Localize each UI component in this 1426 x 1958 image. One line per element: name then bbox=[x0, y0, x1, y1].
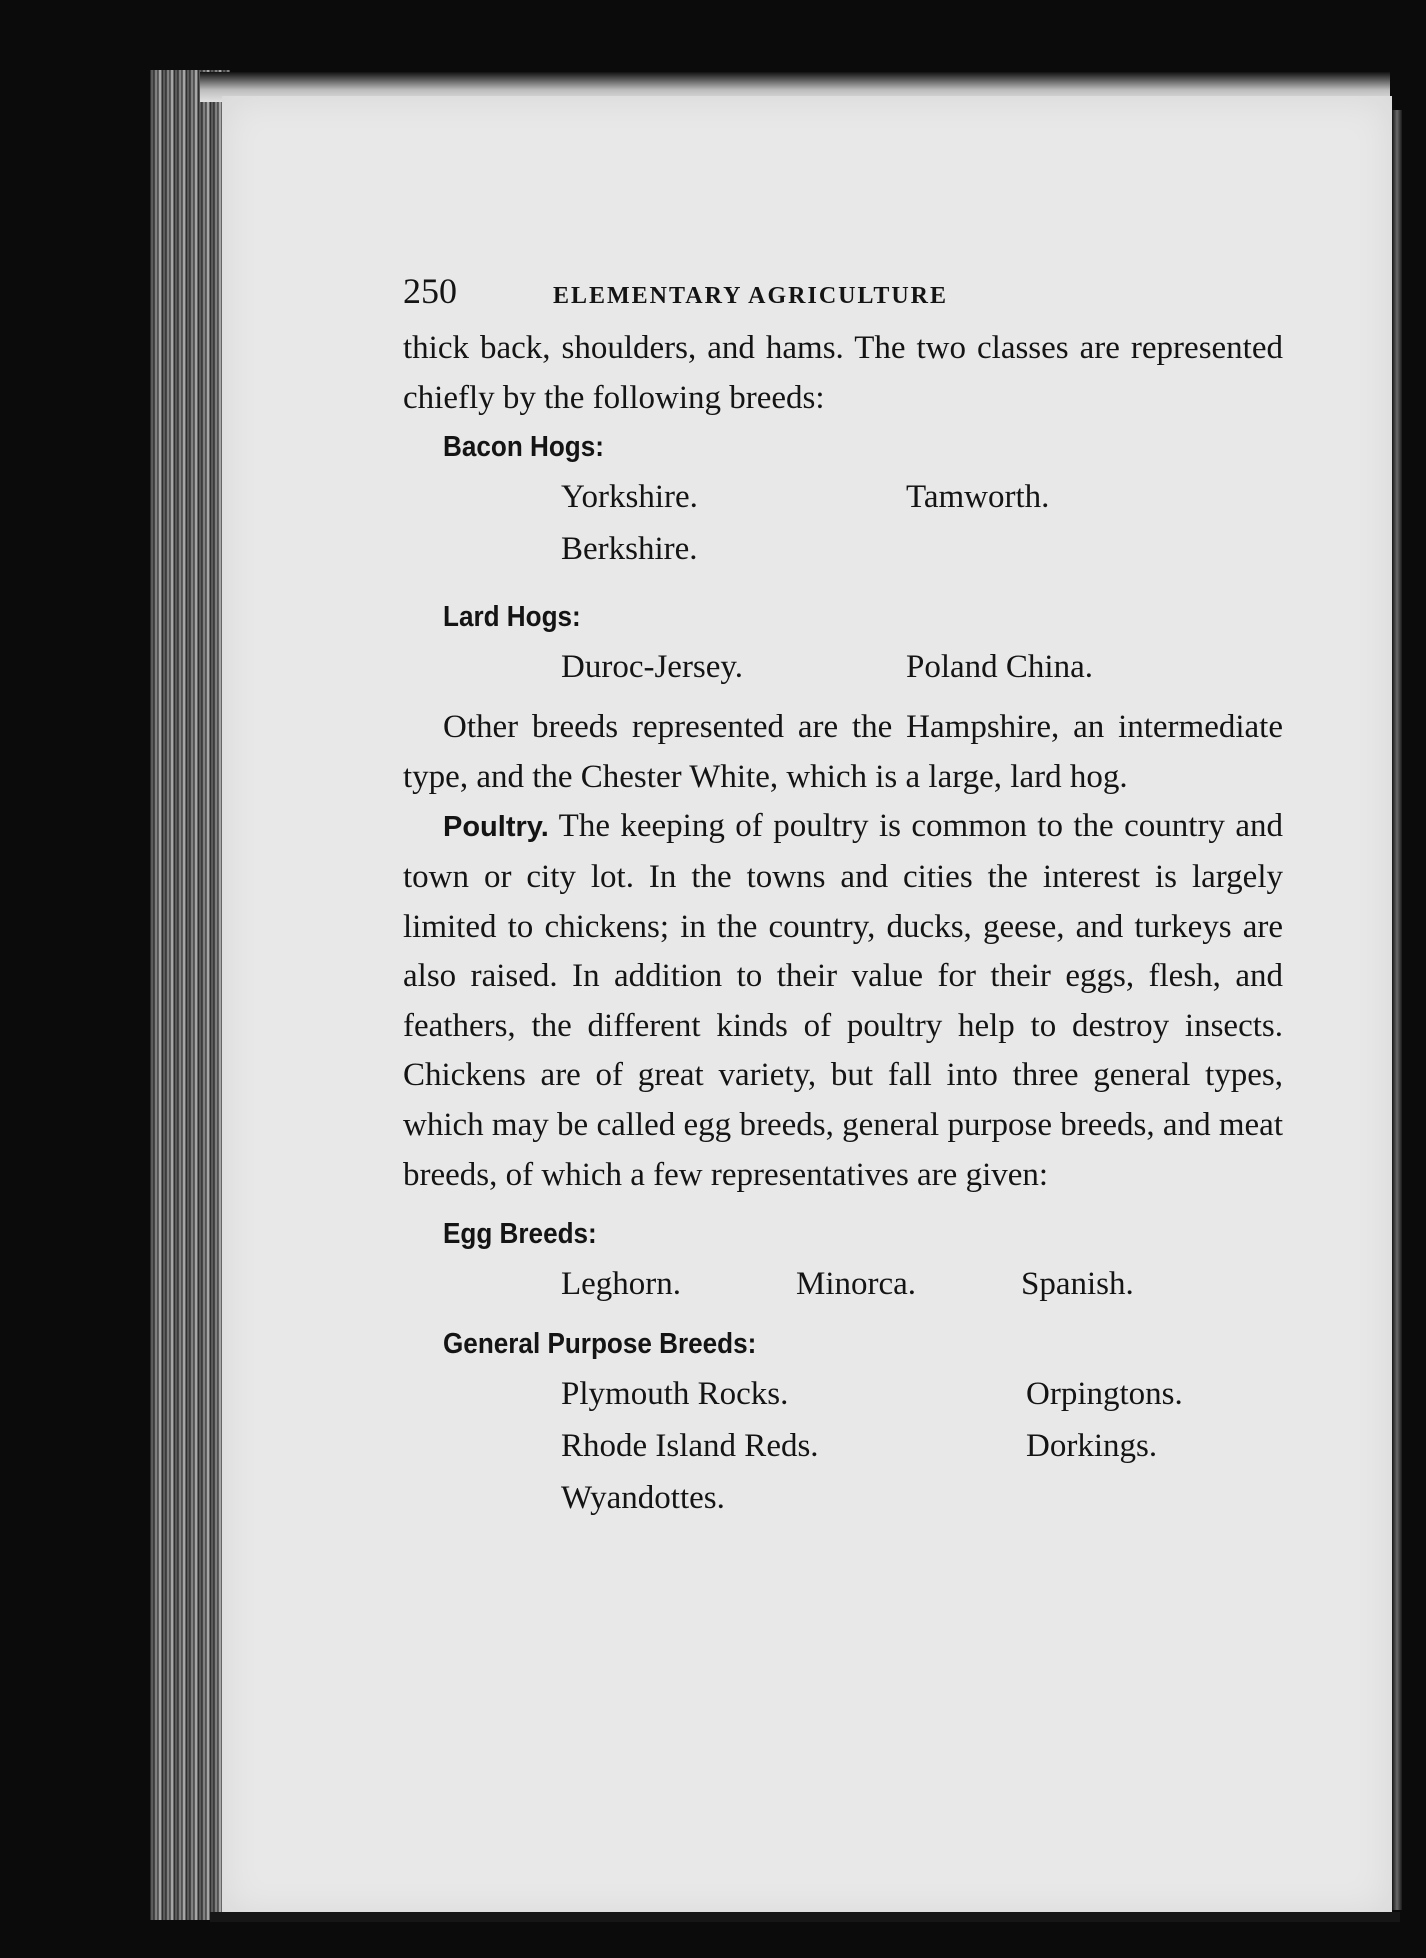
page-number: 250 bbox=[403, 271, 457, 311]
intro-paragraph: thick back, shoulders, and hams. The two classes are represented chiefly by the following breeds: bbox=[403, 330, 1283, 416]
running-head-title: ELEMENTARY AGRICULTURE bbox=[553, 283, 948, 309]
poultry-heading: Poultry. bbox=[443, 811, 549, 844]
other-breeds-paragraph: Other breeds represented are the Hampshire, an intermediate type, and the Chester White, which is a large, lard hog. bbox=[403, 709, 1283, 795]
breed-item: Yorkshire. bbox=[561, 479, 698, 516]
breed-item: Orpingtons. bbox=[1026, 1376, 1183, 1413]
egg-breeds-list bbox=[561, 1258, 1283, 1310]
general-purpose-breeds-heading: General Purpose Breeds: bbox=[443, 1328, 757, 1361]
page-stack-edge bbox=[150, 70, 230, 1920]
breed-item: Minorca. bbox=[796, 1266, 917, 1303]
breed-item: Rhode Island Reds. bbox=[561, 1428, 819, 1465]
page-text-block bbox=[403, 270, 1283, 1524]
lard-hogs-list bbox=[561, 641, 1283, 693]
bacon-hogs-heading: Bacon Hogs: bbox=[443, 431, 604, 464]
page-right-edge bbox=[1392, 110, 1402, 1910]
breed-item: Leghorn. bbox=[561, 1266, 682, 1303]
breed-item: Spanish. bbox=[1021, 1266, 1134, 1303]
poultry-paragraph bbox=[403, 802, 1283, 1200]
bacon-hogs-list bbox=[561, 471, 1283, 575]
breed-item: Dorkings. bbox=[1026, 1428, 1158, 1465]
breed-item: Duroc-Jersey. bbox=[561, 649, 744, 686]
breed-item: Tamworth. bbox=[906, 479, 1050, 516]
breed-item: Plymouth Rocks. bbox=[561, 1376, 789, 1413]
page-bottom-edge bbox=[210, 1912, 1400, 1922]
breed-item: Poland China. bbox=[906, 649, 1093, 686]
general-purpose-breeds-list bbox=[561, 1368, 1283, 1524]
egg-breeds-heading: Egg Breeds: bbox=[443, 1218, 597, 1251]
running-head bbox=[403, 270, 1283, 312]
poultry-text: The keeping of poultry is common to the country and town or city lot. In the towns and cities the interest is largely limited to chickens; in the country, ducks, geese, and turkeys are also raised. In addition to their value for their eggs, flesh, and feathers, the different kinds of poultry help to destroy insects. Chickens are of great variety, but fall into three general types, which may be called egg breeds, general purpose breeds, and meat breeds, of which a few representatives are given: bbox=[403, 808, 1284, 1193]
breed-item: Berkshire. bbox=[561, 531, 698, 568]
breed-item: Wyandottes. bbox=[561, 1480, 725, 1517]
lard-hogs-heading: Lard Hogs: bbox=[443, 601, 581, 634]
